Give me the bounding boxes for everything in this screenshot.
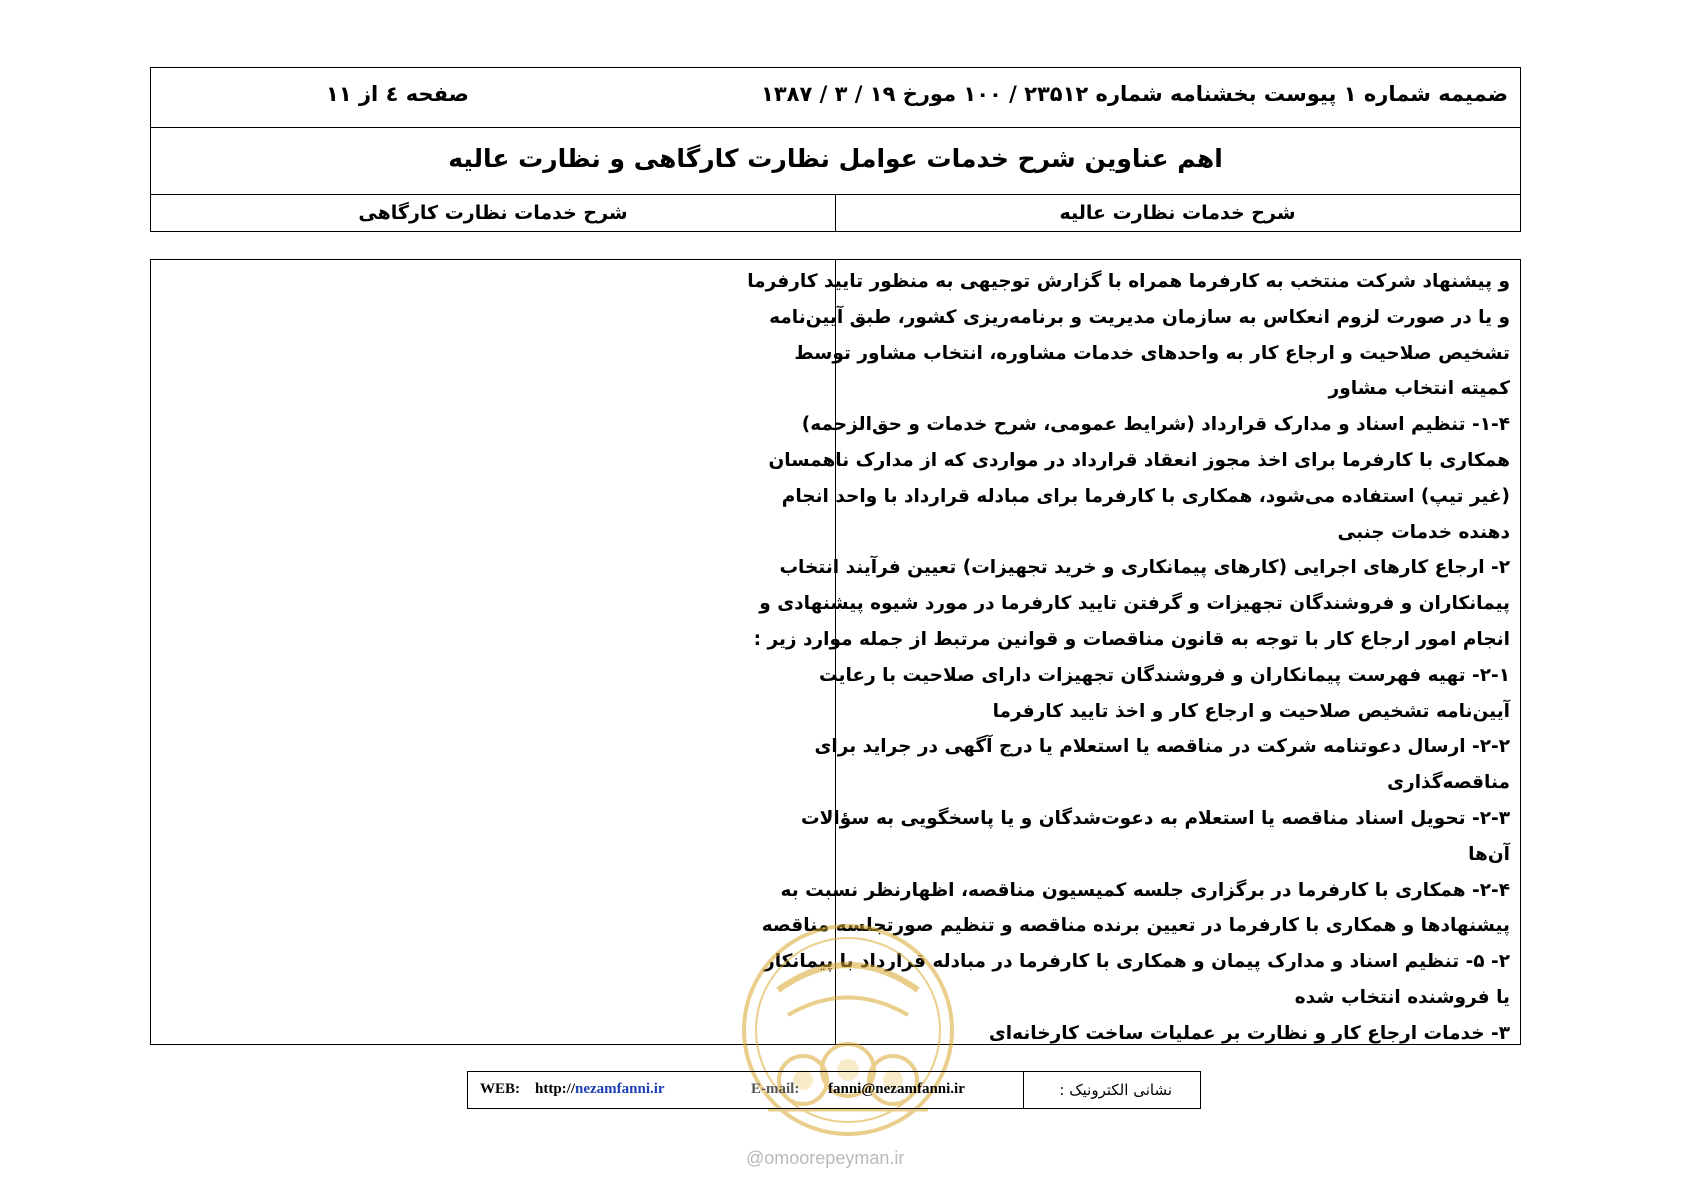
text-line: انجام امور ارجاع کار با توجه به قانون مناقصات و قوانین مرتبط از جمله موارد زیر : xyxy=(753,628,1510,650)
text-line: ۲-۳- تحویل اسناد مناقصه یا استعلام به دعوت‌شدگان و یا پاسخگویی به سؤالات xyxy=(801,807,1510,829)
text-line: آیین‌نامه تشخیص صلاحیت و ارجاع کار و اخذ تایید کارفرما xyxy=(992,700,1510,722)
column-header-high-supervision: شرح خدمات نظارت عالیه xyxy=(1059,202,1296,224)
text-line: پیمانکاران و فروشندگان تجهیزات و گرفتن تایید کارفرما در مورد شیوه پیشنهادی و xyxy=(759,593,1510,615)
web-link[interactable] xyxy=(535,1081,665,1098)
footer-box xyxy=(467,1071,1201,1109)
text-line: پیشنهادها و همکاری با کارفرما در تعیین برنده مناقصه و تنظیم صورتجلسه مناقصه xyxy=(761,915,1510,937)
header-reference-row xyxy=(151,68,1520,128)
watermark-site-text: @omoorepeyman.ir xyxy=(746,1148,905,1168)
column-headers-row xyxy=(151,195,1520,232)
text-line: ۳- خدمات ارجاع کار و نظارت بر عملیات ساخت کارخانه‌ای xyxy=(988,1022,1510,1044)
document-title: اهم عناوین شرح خدمات عوامل نظارت کارگاهی و نظارت عالیه xyxy=(448,144,1223,173)
footer-divider xyxy=(1023,1072,1024,1108)
header-table xyxy=(150,67,1521,232)
text-line: ۱-۴- تنظیم اسناد و مدارک قرارداد (شرایط عمومی، شرح خدمات و حق‌الزحمه) xyxy=(801,414,1510,436)
text-line: و پیشنهاد شرکت منتخب به کارفرما همراه با گزارش توجیهی به منظور تایید کارفرما xyxy=(747,271,1510,292)
text-line: همکاری با کارفرما برای اخذ مجوز انعقاد قرارداد در مواردی که از مدارک ناهمسان xyxy=(768,449,1510,471)
text-line: ۲-۱- تهیه فهرست پیمانکاران و فروشندگان تجهیزات دارای صلاحیت با رعایت xyxy=(818,664,1510,686)
text-line: مناقصه‌گذاری xyxy=(1387,772,1510,794)
text-line: (غیر تیپ) استفاده می‌شود، همکاری با کارفرما برای مبادله قرارداد با واحد انجام xyxy=(781,485,1510,507)
text-line: یا فروشنده انتخاب شده xyxy=(1294,986,1510,1008)
web-label: WEB: xyxy=(480,1081,521,1097)
page-number: صفحه ٤ از ۱۱ xyxy=(326,82,469,106)
text-line: ۲-۲- ارسال دعوتنامه شرکت در مناقصه یا استعلام یا درج آگهی در جراید برای xyxy=(814,736,1510,758)
column-header-site-supervision: شرح خدمات نظارت کارگاهی xyxy=(151,195,836,232)
text-line: کمیته انتخاب مشاور xyxy=(1328,378,1510,400)
text-line: ۲- ۵- تنظیم اسناد و مدارک پیمان و همکاری با کارفرما در مبادله قرارداد با پیمانکار xyxy=(764,951,1510,973)
text-line: و یا در صورت لزوم انعکاس به سازمان مدیریت و برنامه‌ریزی کشور، طبق آیین‌نامه xyxy=(769,306,1510,328)
text-line: آن‌ها xyxy=(1468,843,1510,865)
attachment-reference: ضمیمه شماره ۱ پیوست بخشنامه شماره ۲۳۵۱۲ / ۱۰۰ مورخ ۱۹ / ۳ / ۱۳۸۷ xyxy=(761,82,1508,106)
text-line: ۲- ارجاع کارهای اجرایی (کارهای پیمانکاری و خرید تجهیزات) تعیین فرآیند انتخاب xyxy=(779,557,1510,579)
text-line: تشخیص صلاحیت و ارجاع کار به واحدهای خدمات مشاوره، انتخاب مشاور توسط xyxy=(794,342,1510,364)
text-line: دهنده خدمات جنبی xyxy=(1337,521,1510,543)
text-line: ۲-۴- همکاری با کارفرما در برگزاری جلسه کمیسیون مناقصه، اظهارنظر نسبت به xyxy=(780,879,1510,901)
web-link-domain: nezamfanni.ir xyxy=(575,1081,665,1097)
email-link[interactable]: fanni@nezamfanni.ir xyxy=(828,1081,965,1097)
web-link-prefix: http:// xyxy=(535,1081,576,1097)
header-title-row xyxy=(151,128,1520,195)
electronic-address-label: نشانی الکترونیک : xyxy=(1059,1081,1172,1099)
email-label: E-mail: xyxy=(751,1081,800,1097)
